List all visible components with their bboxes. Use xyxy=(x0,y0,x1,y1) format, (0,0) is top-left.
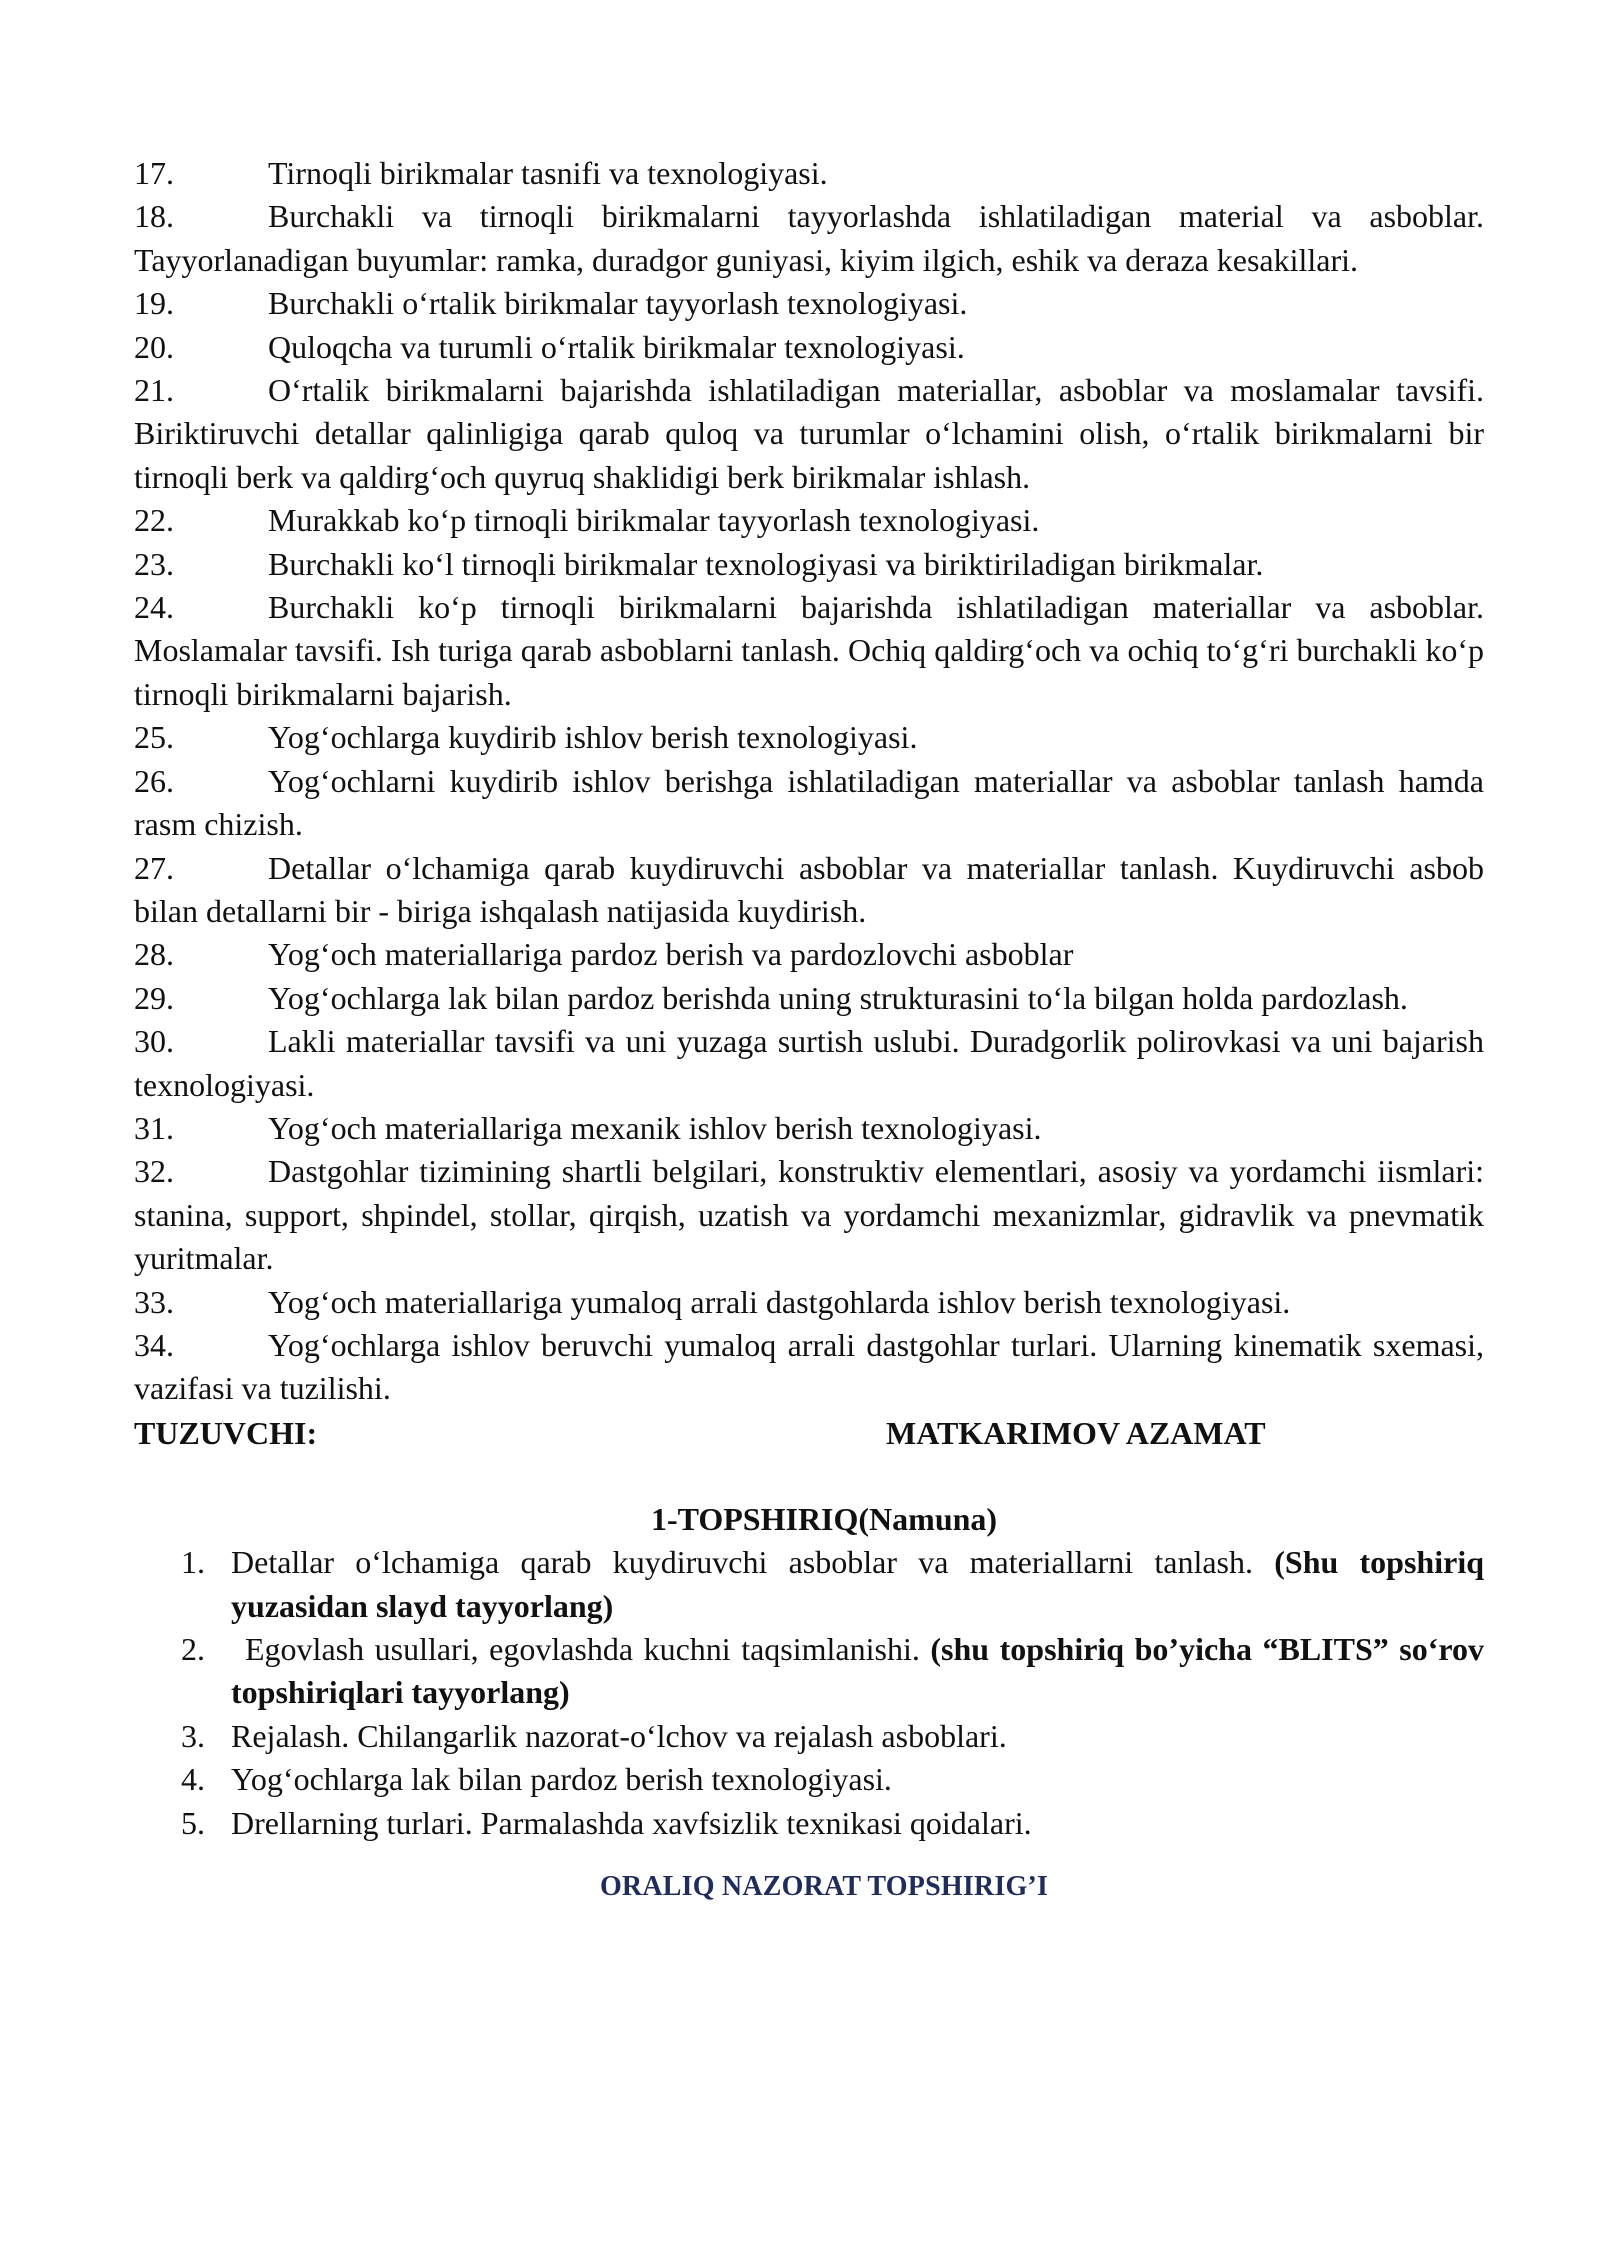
topic-list xyxy=(134,152,1484,1411)
task-instruction: (shu topshiriq bo’yicha “BLITS” so‘rov topshiriqlari tayyorlang) xyxy=(231,1631,1485,1711)
topic-text: Murakkab ko‘p tirnoqli birikmalar tayyorlash texnologiyasi. xyxy=(268,502,1040,539)
task-number: 2. xyxy=(181,1631,205,1667)
topic-text: Yog‘ochlarga kuydirib ishlov berish texnologiyasi. xyxy=(268,719,918,756)
topic-item xyxy=(134,543,1484,586)
topic-item xyxy=(134,152,1484,195)
topic-text: Lakli materiallar tavsifi va uni yuzaga surtish uslubi. Duradgorlik polirovkasi va uni bajarish texnologiyasi. xyxy=(134,1023,1484,1103)
topic-text: Burchakli ko‘l tirnoqli birikmalar texnologiyasi va biriktiriladigan birikmalar. xyxy=(268,545,1264,582)
topic-item xyxy=(134,499,1484,542)
topic-number: 20. xyxy=(134,328,174,365)
task-number: 3. xyxy=(181,1717,205,1754)
topic-number: 34. xyxy=(134,1326,174,1363)
topic-number: 33. xyxy=(134,1283,174,1320)
task-instruction: (Shu topshiriq yuzasidan slayd tayyorlang) xyxy=(231,1544,1485,1624)
task-text: Rejalash. Chilangarlik nazorat-o‘lchov va rejalash asboblari. xyxy=(231,1717,1007,1754)
topic-item xyxy=(134,847,1484,934)
document-page xyxy=(134,152,1484,1905)
topic-text: Yog‘och materiallariga yumaloq arrali dastgohlarda ishlov berish texnologiyasi. xyxy=(268,1283,1291,1320)
topic-number: 29. xyxy=(134,979,174,1016)
topic-text: Burchakli o‘rtalik birikmalar tayyorlash texnologiyasi. xyxy=(268,285,968,322)
topic-item xyxy=(134,1107,1484,1150)
topic-item xyxy=(134,369,1484,499)
topic-text: Quloqcha va turumli o‘rtalik birikmalar texnologiyasi. xyxy=(268,328,965,365)
task-number: 1. xyxy=(181,1544,205,1581)
topic-number: 19. xyxy=(134,285,174,322)
topic-number: 30. xyxy=(134,1023,174,1060)
task-item xyxy=(134,1715,1484,1758)
topic-number: 22. xyxy=(134,502,174,539)
topic-number: 17. xyxy=(134,155,174,191)
task-text: Detallar o‘lchamiga qarab kuydiruvchi asboblar va materiallarni tanlash. xyxy=(231,1544,1275,1581)
topic-number: 26. xyxy=(134,762,174,799)
author-name: MATKARIMOV AZAMAT xyxy=(886,1414,1266,1451)
task-text: Drellarning turlari. Parmalashda xavfsizlik texnikasi qoidalari. xyxy=(231,1804,1032,1841)
author-signature xyxy=(134,1412,1484,1456)
task-item xyxy=(134,1628,1484,1715)
topic-number: 31. xyxy=(134,1109,174,1146)
topic-number: 28. xyxy=(134,936,174,973)
topic-number: 24. xyxy=(134,589,174,626)
topic-text: Burchakli ko‘p tirnoqli birikmalarni bajarishda ishlatiladigan materiallar va asboblar. Moslamalar tavsifi. Ish turiga qarab asboblarni tanlash. Ochiq qaldirg‘och va ochiq to‘g‘ri burchakli ko‘p tirnoqli birikmalarni bajarish. xyxy=(134,589,1484,712)
topic-item xyxy=(134,716,1484,759)
topic-number: 25. xyxy=(134,719,174,756)
topic-text: Yog‘och materiallariga mexanik ishlov berish texnologiyasi. xyxy=(268,1109,1042,1146)
topic-number: 23. xyxy=(134,545,174,582)
topic-text: Yog‘och materiallariga pardoz berish va pardozlovchi asboblar xyxy=(268,936,1074,973)
topic-number: 27. xyxy=(134,849,174,886)
topic-text: Tirnoqli birikmalar tasnifi va texnologiyasi. xyxy=(268,155,828,191)
topic-item xyxy=(134,977,1484,1020)
task-title: 1-TOPSHIRIQ(Namuna) xyxy=(650,1500,998,1537)
task-item xyxy=(134,1802,1484,1845)
topic-text: Yog‘ochlarga lak bilan pardoz berishda uning strukturasini to‘la bilgan holda pardozlash. xyxy=(268,979,1408,1016)
task-text: Yog‘ochlarga lak bilan pardoz berish texnologiyasi. xyxy=(231,1761,892,1798)
topic-text: Yog‘ochlarni kuydirib ishlov berishga ishlatiladigan materiallar va asboblar tanlash hamda rasm chizish. xyxy=(134,762,1484,843)
task-item xyxy=(134,1758,1484,1801)
task-number: 4. xyxy=(181,1761,205,1798)
task-item xyxy=(134,1541,1484,1628)
topic-text: O‘rtalik birikmalarni bajarishda ishlatiladigan materiallar, asboblar va moslamalar tavsifi. Biriktiruvchi detallar qalinligiga qarab quloq va turumlar o‘lchamini olish, o‘rtalik birikmalarni bir tirnoqli berk va qaldirg‘och quyruq shaklidigi berk birikmalar ishlash. xyxy=(134,372,1484,495)
section-heading: ORALIQ NAZORAT TOPSHIRIG’I xyxy=(599,1871,1049,1903)
topic-item xyxy=(134,1020,1484,1107)
topic-item xyxy=(134,760,1484,847)
topic-item xyxy=(134,1150,1484,1280)
topic-item xyxy=(134,1324,1484,1411)
topic-item xyxy=(134,586,1484,716)
author-role: TUZUVCHI: xyxy=(134,1414,318,1451)
task-number: 5. xyxy=(181,1804,205,1841)
topic-item xyxy=(134,1281,1484,1324)
task-list xyxy=(134,1541,1484,1845)
topic-item xyxy=(134,282,1484,325)
topic-text: Detallar o‘lchamiga qarab kuydiruvchi asboblar va materiallar tanlash. Kuydiruvchi asbob bilan detallarni bir - biriga ishqalash natijasida kuydirish. xyxy=(134,849,1484,929)
topic-item xyxy=(134,195,1484,282)
topic-number: 21. xyxy=(134,372,174,409)
topic-item xyxy=(134,326,1484,369)
topic-number: 32. xyxy=(134,1153,174,1190)
topic-text: Yog‘ochlarga ishlov beruvchi yumaloq arrali dastgohlar turlari. Ularning kinematik sxemasi, vazifasi va tuzilishi. xyxy=(134,1326,1484,1407)
topic-text: Burchakli va tirnoqli birikmalarni tayyorlashda ishlatiladigan material va asboblar. Tayyorlanadigan buyumlar: ramka, duradgor guniyasi, kiyim ilgich, eshik va deraza kesakillari. xyxy=(134,198,1484,278)
topic-number: 18. xyxy=(134,198,174,235)
topic-text: Dastgohlar tizimining shartli belgilari, konstruktiv elementlari, asosiy va yordamchi iismlari: stanina, support, shpindel, stollar, qirqish, uzatish va yordamchi mexanizmlar, gidravlik va pnevmatik yuritmalar. xyxy=(134,1153,1484,1277)
topic-item xyxy=(134,933,1484,976)
task-text: Egovlash usullari, egovlashda kuchni taqsimlanishi. xyxy=(245,1631,931,1667)
